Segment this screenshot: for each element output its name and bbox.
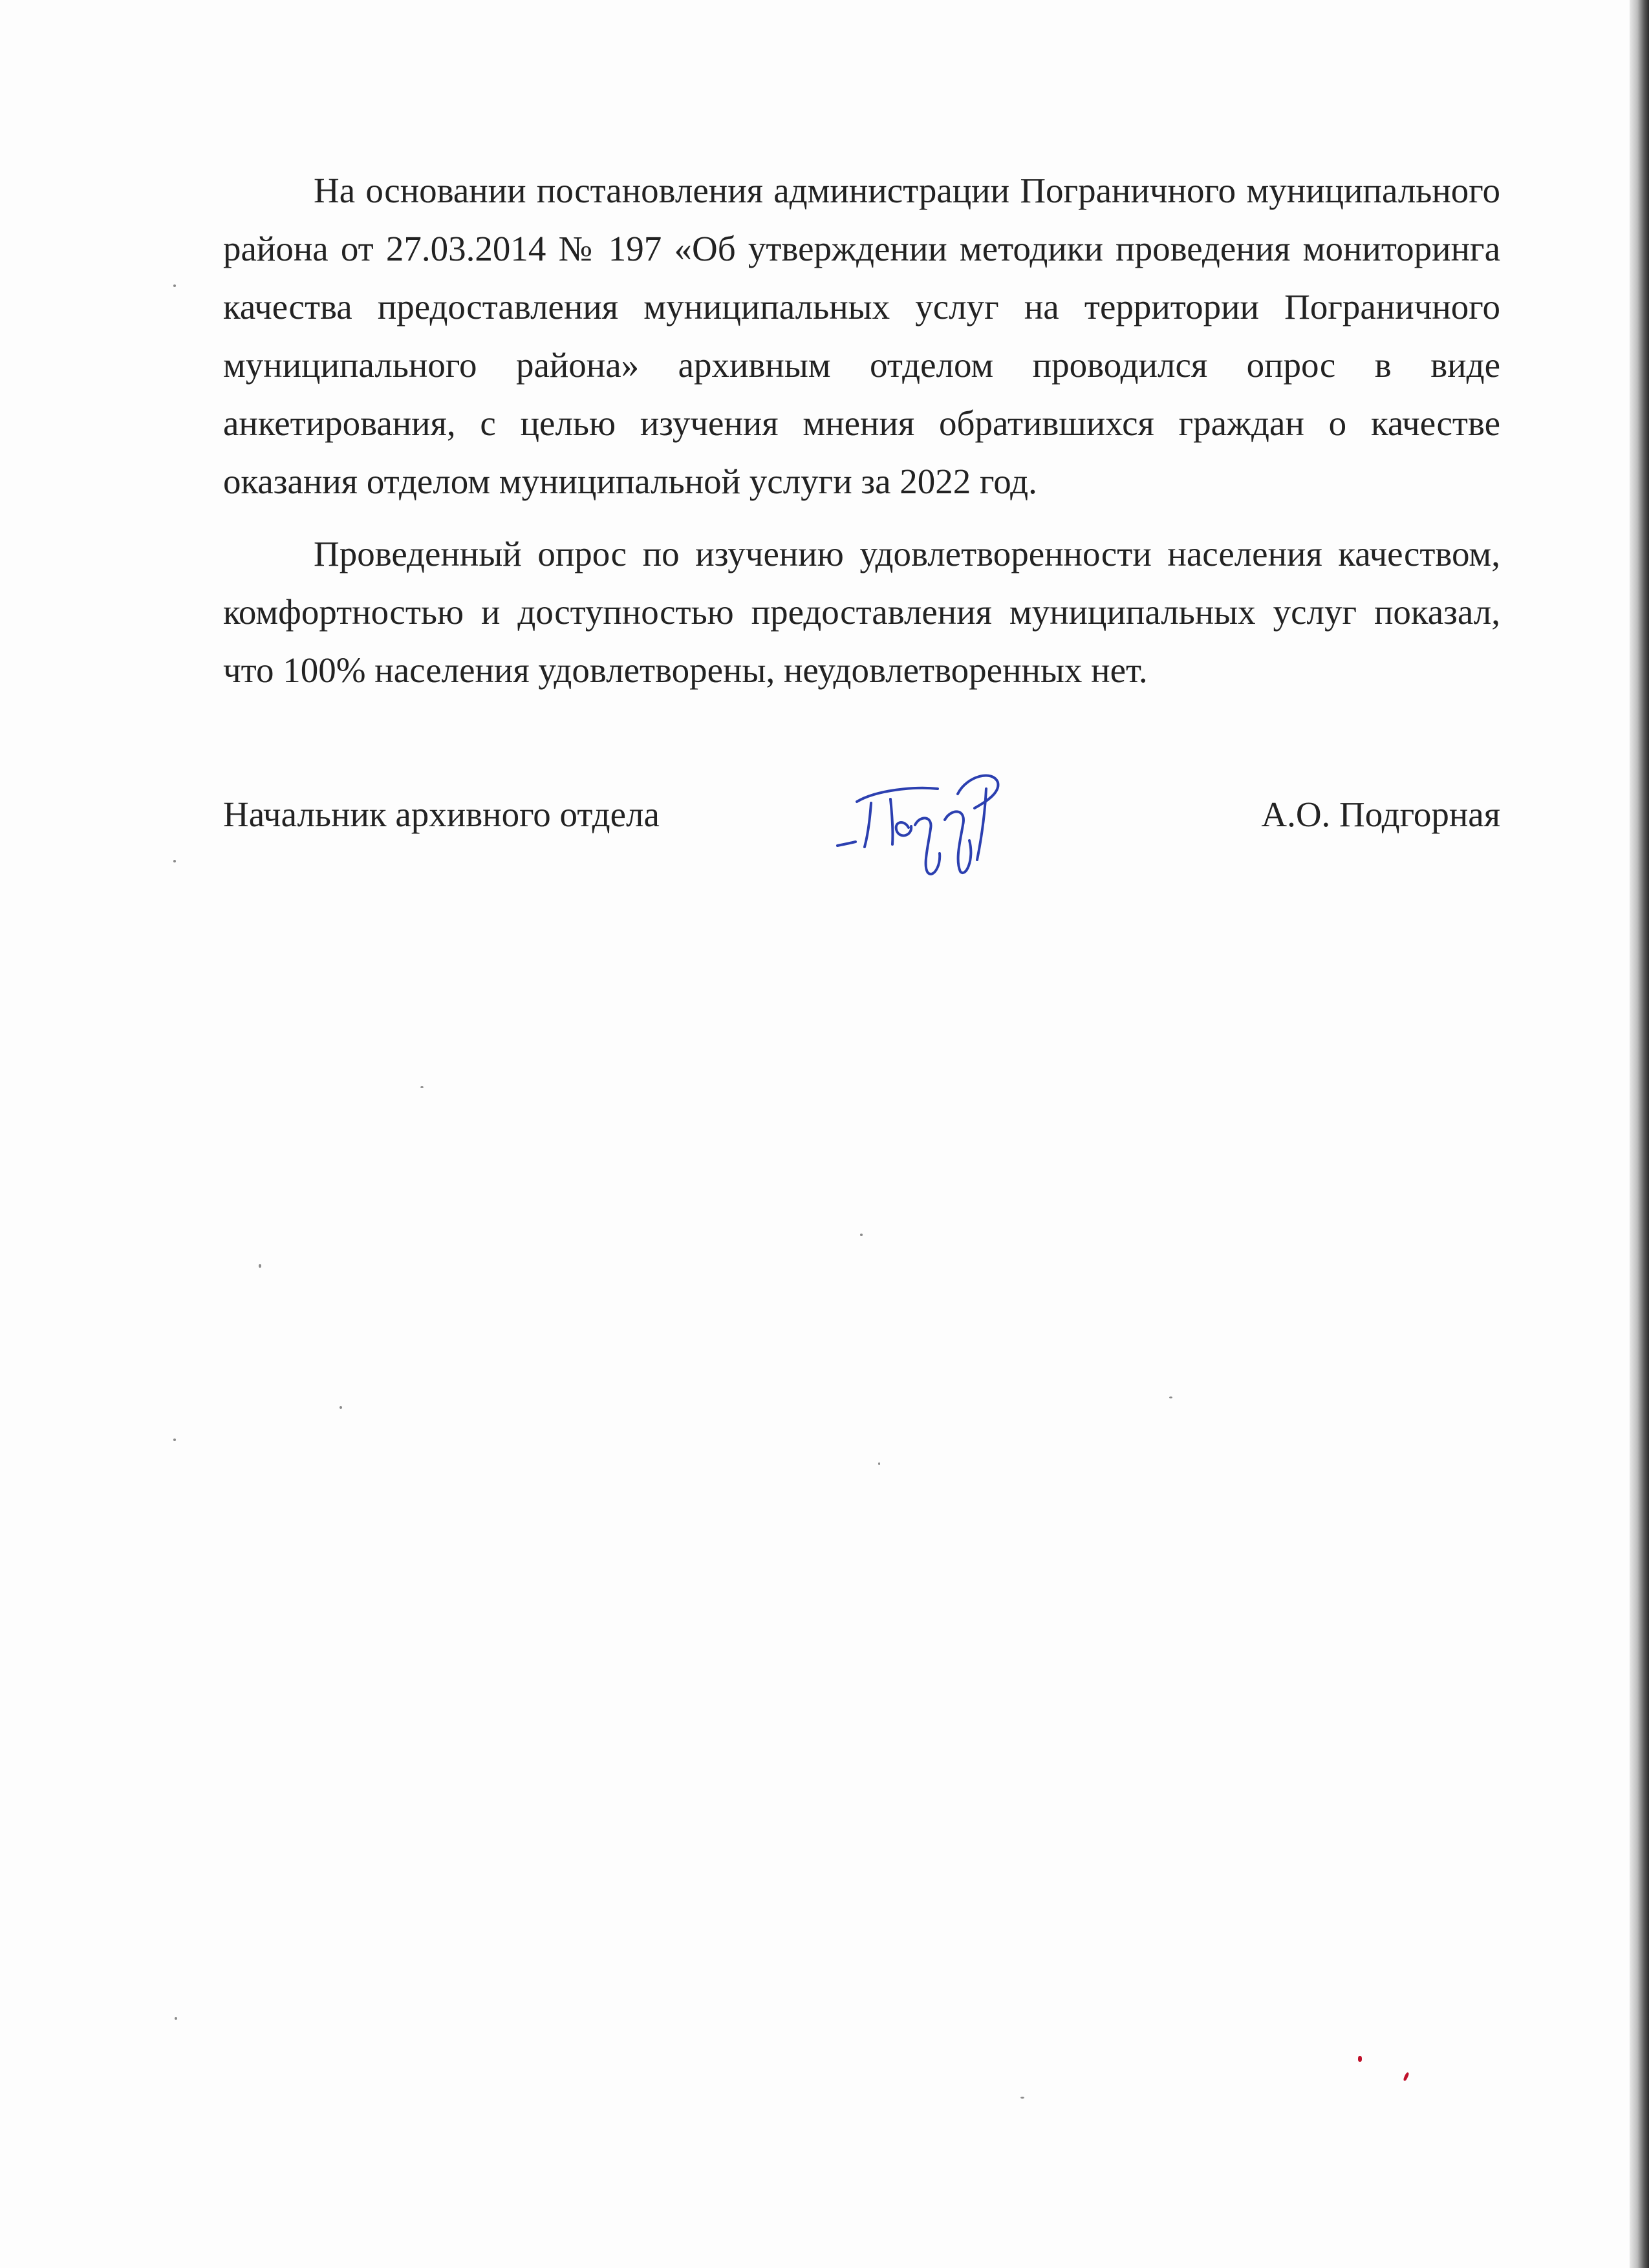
scan-speck [259, 1264, 261, 1268]
red-ink-mark [1403, 2072, 1409, 2082]
handwritten-signature [831, 763, 1025, 886]
signatory-name: А.О. Подгорная [1261, 795, 1500, 834]
scan-speck [175, 2017, 177, 2020]
scan-speck [420, 1086, 424, 1088]
document-body [223, 162, 1500, 714]
paragraph-2: Проведенный опрос по изучению удовлетворенности населения качеством, комфортностью и доступностью предоставления муниципальных услуг показал, что 100% населения удовлетворены, неудовлетворенных нет. [223, 534, 1500, 690]
paragraph-1: На основании постановления администрации Пограничного муниципального района от 27.03.2014 № 197 «Об утверждении методики проведения мониторинга качества предоставления муниципальных услуг на территории Пограничного муниципального района» архивным отделом проводился опрос в виде анкетирования, с целью изучения мнения обратившихся граждан о качестве оказания отделом муниципальной услуги за 2022 год. [223, 171, 1500, 501]
red-ink-mark [1358, 2056, 1362, 2062]
scan-speck [173, 860, 176, 862]
scan-speck [339, 1406, 342, 1409]
signature-block [223, 789, 1500, 866]
signatory-position: Начальник архивного отдела [223, 795, 660, 834]
scan-speck [878, 1462, 880, 1465]
scan-speck [1169, 1396, 1172, 1398]
scan-speck [173, 1439, 176, 1441]
scan-speck [173, 284, 176, 287]
scan-speck [860, 1234, 863, 1236]
scan-speck [1020, 2097, 1024, 2099]
scan-edge-shadow [1630, 0, 1649, 2268]
